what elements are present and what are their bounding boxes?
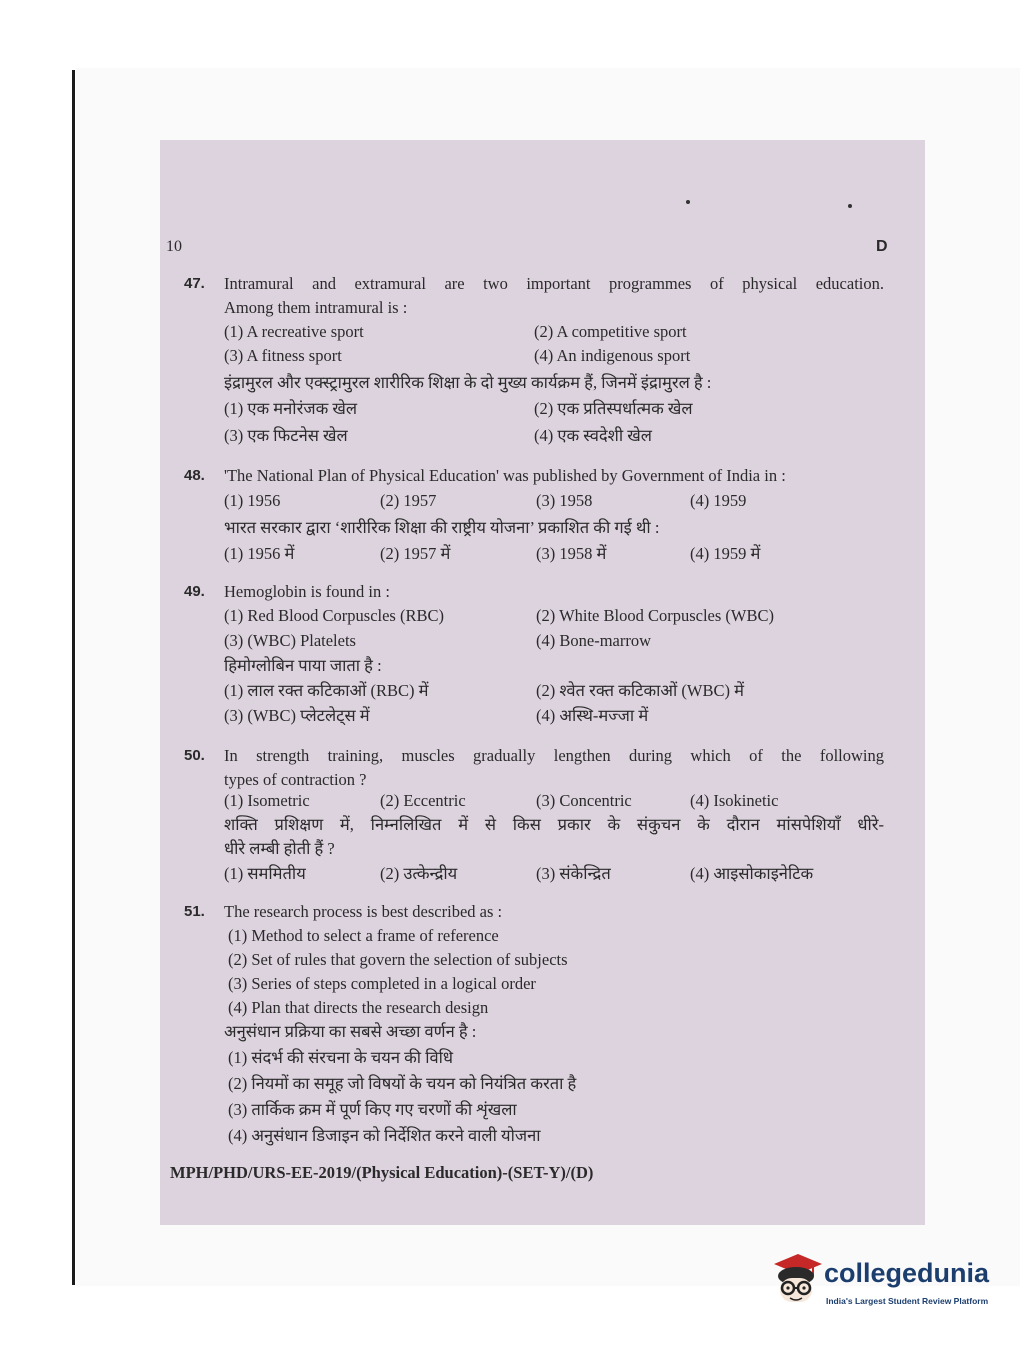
speck bbox=[686, 200, 690, 204]
option-hindi: (4) अनुसंधान डिजाइन को निर्देशित करने वाली योजना bbox=[228, 1126, 541, 1145]
question-number: 49. bbox=[184, 583, 205, 600]
question-text: The research process is best described as : bbox=[224, 902, 503, 921]
option-hindi: (2) श्वेत रक्त कटिकाओं (WBC) में bbox=[536, 681, 744, 700]
option-hindi: (1) सममितीय bbox=[224, 864, 306, 883]
option: (1) Method to select a frame of reference bbox=[228, 926, 499, 945]
option-hindi: (1) 1956 में bbox=[224, 544, 295, 563]
option-hindi: (2) 1957 में bbox=[380, 544, 451, 563]
question-text-hindi: भारत सरकार द्वारा ‘शारीरिक शिक्षा की राष्ट्रीय योजना’ प्रकाशित की गई थी : bbox=[224, 518, 660, 537]
option: (3) A fitness sport bbox=[224, 346, 342, 365]
question-text: 'The National Plan of Physical Education' was published by Government of India in : bbox=[224, 466, 786, 485]
option: (2) White Blood Corpuscles (WBC) bbox=[536, 606, 774, 625]
question-line: Intramural and extramural are two important programmes of physical education. bbox=[224, 274, 884, 293]
question-text-hindi: हिमोग्लोबिन पाया जाता है : bbox=[224, 656, 382, 675]
option-hindi: (2) नियमों का समूह जो विषयों के चयन को नियंत्रित करता है bbox=[228, 1074, 577, 1093]
collegedunia-logo[interactable] bbox=[768, 1252, 998, 1314]
option: (1) 1956 bbox=[224, 491, 281, 510]
option-hindi: (4) अस्थि-मज्जा में bbox=[536, 706, 649, 725]
option-hindi: (2) उत्केन्द्रीय bbox=[380, 864, 458, 883]
option: (3) Series of steps completed in a logical order bbox=[228, 974, 536, 993]
option-hindi: (3) संकेन्द्रित bbox=[536, 864, 611, 883]
question-text-hindi bbox=[224, 813, 884, 861]
paper-code-footer: MPH/PHD/URS-EE-2019/(Physical Education)-(SET-Y)/(D) bbox=[170, 1163, 594, 1182]
option-hindi: (3) एक फिटनेस खेल bbox=[224, 426, 348, 445]
option-hindi: (3) (WBC) प्लेटलेट्स में bbox=[224, 706, 370, 725]
question-text bbox=[224, 744, 884, 792]
student-mascot-icon bbox=[768, 1252, 826, 1314]
option-hindi: (3) 1958 में bbox=[536, 544, 607, 563]
option: (4) An indigenous sport bbox=[534, 346, 691, 365]
option-hindi: (1) लाल रक्त कटिकाओं (RBC) में bbox=[224, 681, 429, 700]
question-line: धीरे लम्बी होती हैं ? bbox=[224, 839, 335, 858]
question-line: In strength training, muscles gradually lengthen during which of the following bbox=[224, 746, 884, 765]
option-hindi: (3) तार्किक क्रम में पूर्ण किए गए चरणों की शृंखला bbox=[228, 1100, 517, 1119]
option: (3) Concentric bbox=[536, 791, 632, 810]
option: (4) Plan that directs the research design bbox=[228, 998, 489, 1017]
option: (2) A competitive sport bbox=[534, 322, 687, 341]
question-text-hindi: अनुसंधान प्रक्रिया का सबसे अच्छा वर्णन है : bbox=[224, 1022, 477, 1041]
option-hindi: (1) एक मनोरंजक खेल bbox=[224, 399, 358, 418]
option-hindi: (4) 1959 में bbox=[690, 544, 761, 563]
option: (4) Isokinetic bbox=[690, 791, 779, 810]
option: (2) 1957 bbox=[380, 491, 437, 510]
option-hindi: (4) आइसोकाइनेटिक bbox=[690, 864, 814, 883]
question-number: 47. bbox=[184, 275, 205, 292]
page-number: 10 bbox=[166, 238, 182, 255]
option: (3) (WBC) Platelets bbox=[224, 631, 356, 650]
speck bbox=[848, 204, 852, 208]
option: (4) 1959 bbox=[690, 491, 747, 510]
question-number: 48. bbox=[184, 467, 205, 484]
option: (4) Bone-marrow bbox=[536, 631, 652, 650]
option: (1) Red Blood Corpuscles (RBC) bbox=[224, 606, 444, 625]
option: (3) 1958 bbox=[536, 491, 593, 510]
brand-tagline: India's Largest Student Review Platform bbox=[826, 1296, 989, 1306]
option: (1) A recreative sport bbox=[224, 322, 364, 341]
option-hindi: (2) एक प्रतिस्पर्धात्मक खेल bbox=[534, 399, 693, 418]
option-hindi: (1) संदर्भ की संरचना के चयन की विधि bbox=[228, 1048, 454, 1067]
set-letter: D bbox=[876, 238, 888, 255]
question-line: Among them intramural is : bbox=[224, 298, 408, 317]
question-number: 51. bbox=[184, 903, 205, 920]
option: (2) Set of rules that govern the selection of subjects bbox=[228, 950, 568, 969]
question-text: Hemoglobin is found in : bbox=[224, 582, 390, 601]
question-line: types of contraction ? bbox=[224, 770, 367, 789]
brand-name: collegedunia bbox=[824, 1258, 990, 1288]
option: (1) Isometric bbox=[224, 791, 310, 810]
question-text bbox=[224, 272, 884, 320]
option-hindi: (4) एक स्वदेशी खेल bbox=[534, 426, 652, 445]
option: (2) Eccentric bbox=[380, 791, 466, 810]
scan-edge-rule bbox=[72, 70, 75, 1285]
question-line: शक्ति प्रशिक्षण में, निम्नलिखित में से किस प्रकार के संकुचन के दौरान मांसपेशियाँ धीरे- bbox=[224, 815, 884, 834]
question-number: 50. bbox=[184, 747, 205, 764]
question-text-hindi: इंद्रामुरल और एक्स्ट्रामुरल शारीरिक शिक्षा के दो मुख्य कार्यक्रम हैं, जिनमें इंद्रामुरल है : bbox=[224, 373, 712, 392]
